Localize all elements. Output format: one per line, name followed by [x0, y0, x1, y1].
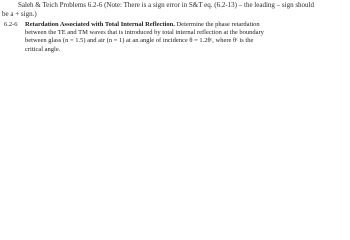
- problem-title: Retardation Associated with Total Internal Reflection.: [25, 21, 175, 28]
- problem-line-1: [25, 21, 348, 29]
- note-line-1: Saleh & Teich Problems 6.2-6 (Note: There is a sign error in S&T eq. (6.2-13) – the leading – sign should: [18, 1, 314, 9]
- problem-line-4: critical angle.: [25, 45, 61, 53]
- note-line-2: be a + sign.): [2, 10, 37, 18]
- problem-body: [25, 21, 348, 54]
- problem-line-3: between glass (n = 1.5) and air (n = 1) at an angle of incidence θ = 1.2θᶜ, where θᶜ is the: [25, 37, 254, 45]
- document-page: [0, 0, 350, 59]
- problem-line-2: between the TE and TM waves that is introduced by total internal reflection at the boundary: [25, 29, 264, 37]
- problem-number: 6.2-6: [4, 21, 18, 28]
- problem-block: [4, 21, 348, 54]
- problem-text-1: Determine the phase retardation: [174, 21, 260, 28]
